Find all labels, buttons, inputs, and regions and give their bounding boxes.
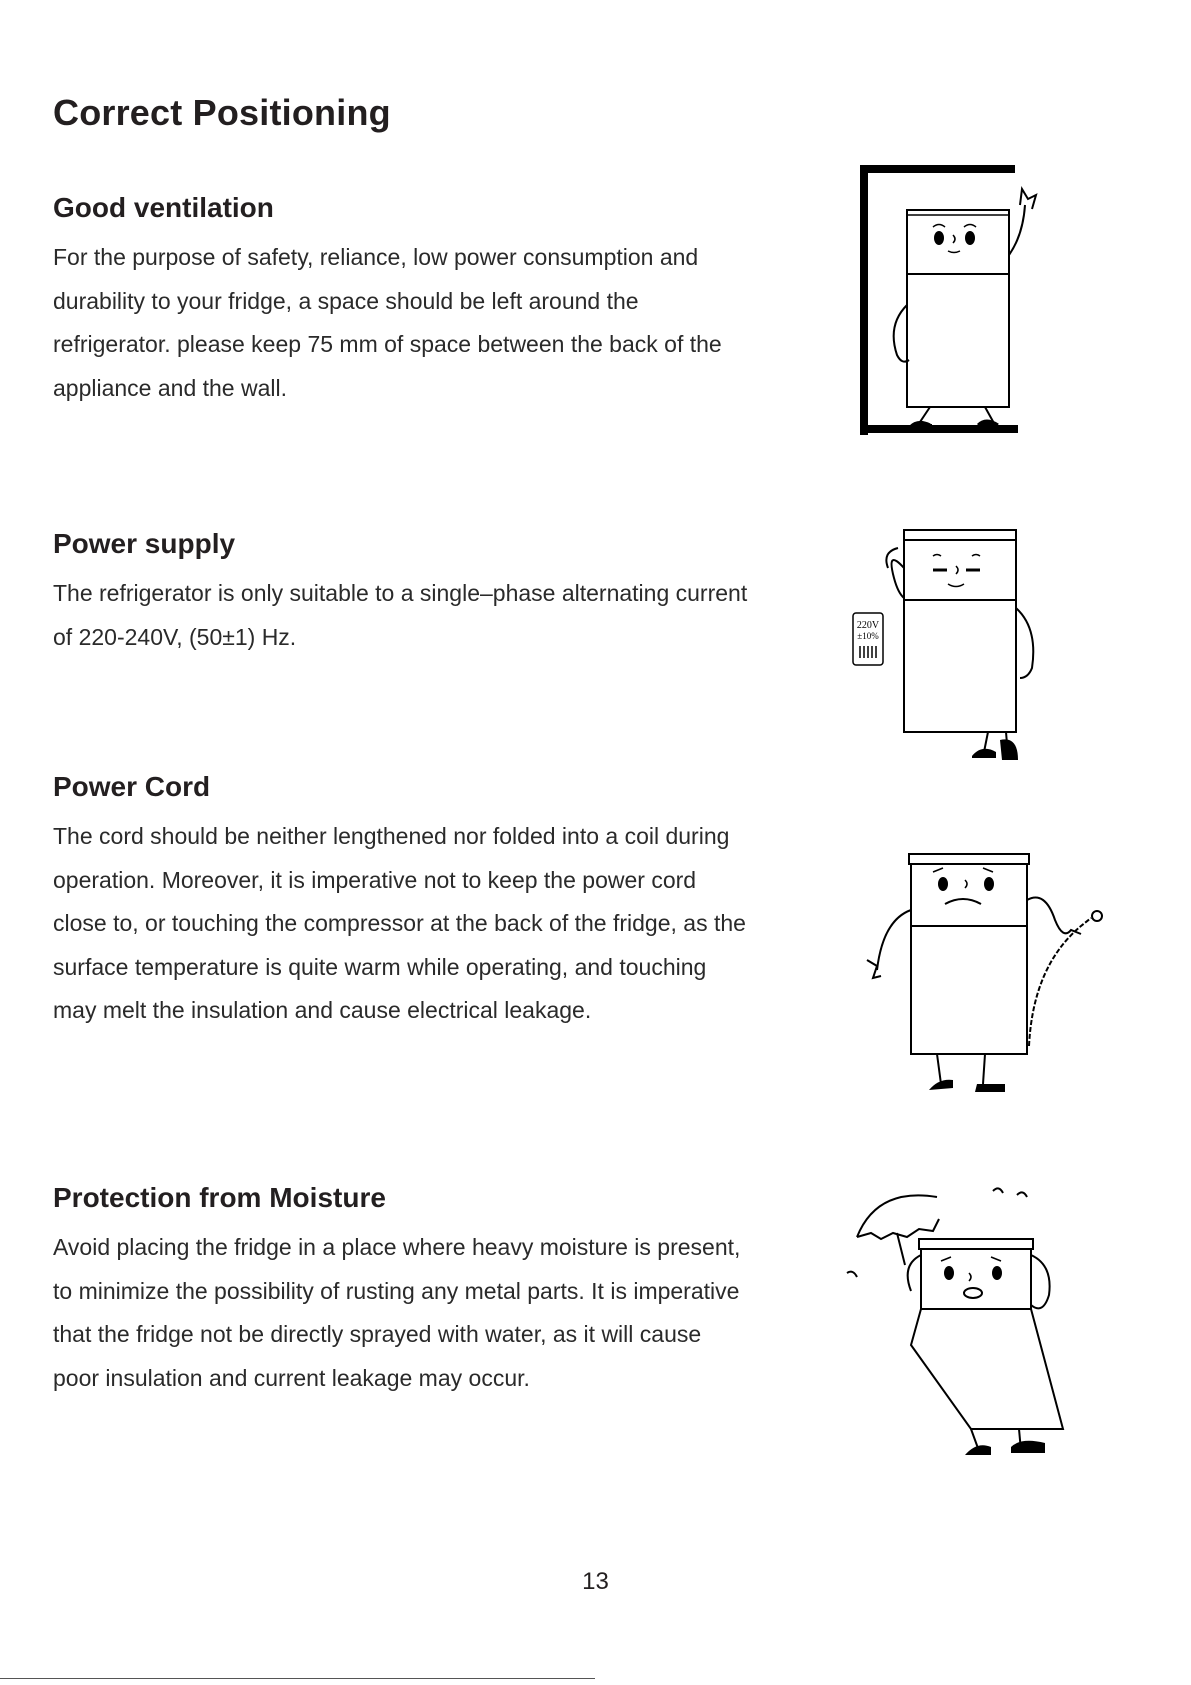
section-body: Avoid placing the fridge in a place where heavy moisture is present, to minimize the possibility of rusting any metal parts. It is imperative that the fridge not be directly sprayed with water, as it will cause poor insulation and current leakage may occur. xyxy=(53,1234,741,1391)
page-number: 13 xyxy=(582,1568,609,1595)
section-heading: Good ventilation xyxy=(53,192,274,223)
bottom-rule xyxy=(0,1678,595,1679)
section-power-cord xyxy=(53,771,753,1033)
body-text-after: mm of space between the back of the appliance and the wall. xyxy=(53,331,722,401)
section-heading: Protection from Moisture xyxy=(53,1182,386,1213)
tolerance-label: ±10% xyxy=(857,631,879,641)
section-good-ventilation xyxy=(53,192,753,410)
voltage-label: 220V xyxy=(856,620,880,631)
section-heading: Power Cord xyxy=(53,771,211,802)
section-power-supply xyxy=(53,528,753,659)
body-text-before: For the purpose of safety, reliance, low power consumption and durability to your fridge, a space should be left around the refrigerator. please keep xyxy=(53,244,699,357)
clearance-value: 75 xyxy=(307,331,334,357)
fridge-with-umbrella-icon xyxy=(845,1185,1085,1475)
section-heading: Power supply xyxy=(53,528,236,559)
section-body: The refrigerator is only suitable to a single–phase alternating current of 220-240V, (50±1) Hz. xyxy=(53,580,748,650)
section-protection-moisture xyxy=(53,1182,753,1400)
section-body: The cord should be neither lengthened nor folded into a coil during operation. Moreover, it is imperative not to keep the power cord close to, or touching the compressor at the back of the fridge, as the surface temperature is quite warm while operating, and touching may melt the insulation and cause electrical leakage. xyxy=(53,823,746,1023)
fridge-against-wall-icon xyxy=(860,165,1060,435)
fridge-with-voltage-label-icon xyxy=(848,528,1048,768)
section-body xyxy=(53,236,753,410)
page-title: Correct Positioning xyxy=(53,92,391,133)
fridge-with-coiled-cord-icon xyxy=(845,850,1115,1100)
